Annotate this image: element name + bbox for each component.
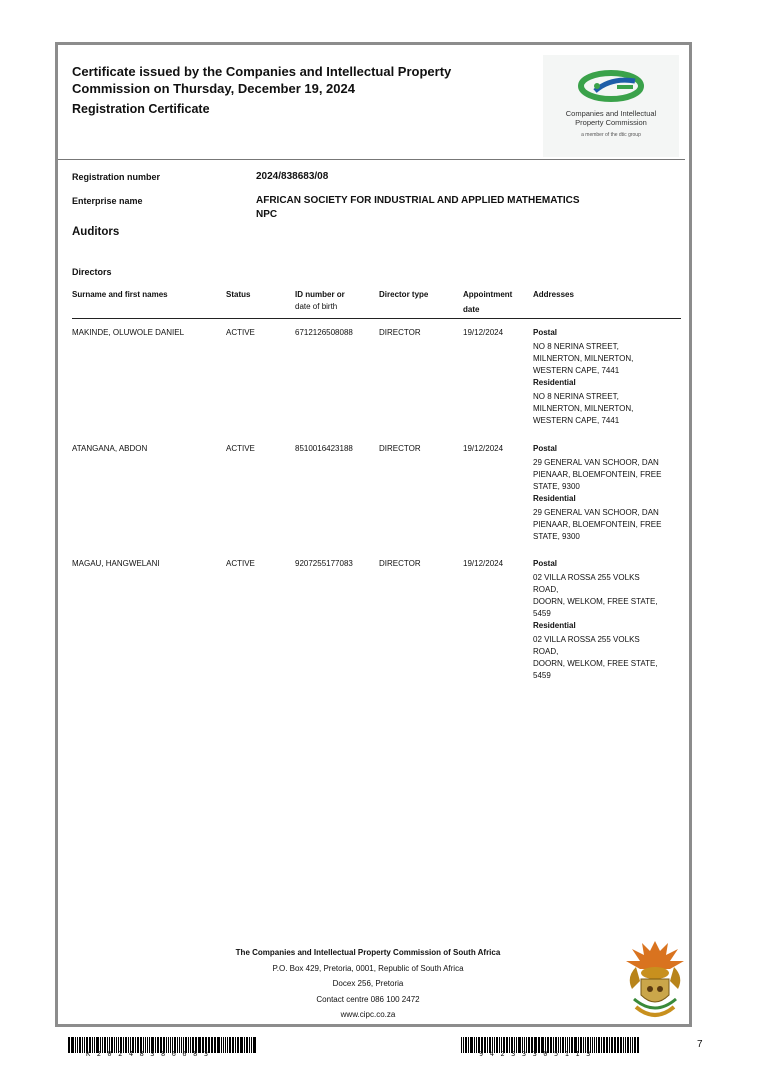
header-status: Status bbox=[226, 290, 251, 299]
residential-line: STATE, 9300 bbox=[533, 532, 580, 541]
director-id: 6712126508088 bbox=[295, 328, 353, 337]
barcode-bar bbox=[468, 1037, 469, 1053]
residential-line: 5459 bbox=[533, 671, 551, 680]
barcode-bar bbox=[221, 1037, 222, 1053]
appointment-date: 19/12/2024 bbox=[463, 328, 504, 337]
barcode-bar bbox=[68, 1037, 70, 1053]
header-type: Director type bbox=[379, 290, 429, 299]
barcode-bar bbox=[71, 1037, 74, 1053]
barcode-bar bbox=[235, 1037, 236, 1053]
director-name: MAKINDE, OLUWOLE DANIEL bbox=[72, 328, 185, 337]
postal-line: 5459 bbox=[533, 609, 551, 618]
residential-line: PIENAAR, BLOEMFONTEIN, FREE bbox=[533, 520, 662, 529]
barcode-bar bbox=[225, 1037, 226, 1053]
appointment-date: 19/12/2024 bbox=[463, 559, 504, 568]
barcode-bar bbox=[240, 1037, 243, 1053]
postal-line: NO 8 NERINA STREET, bbox=[533, 342, 619, 351]
barcode-bar bbox=[630, 1037, 631, 1053]
barcode-bar bbox=[79, 1037, 81, 1053]
director-addresses bbox=[533, 558, 663, 682]
barcode-bar bbox=[606, 1037, 608, 1053]
barcode-bar bbox=[77, 1037, 78, 1053]
barcode-bar bbox=[251, 1037, 252, 1053]
header-id-line2: date of birth bbox=[295, 302, 338, 311]
postal-line: WESTERN CAPE, 7441 bbox=[533, 366, 620, 375]
residential-line: 02 VILLA ROSSA 255 VOLKS ROAD, bbox=[533, 635, 640, 656]
postal-line: MILNERTON, MILNERTON, bbox=[533, 354, 634, 363]
barcode-bar bbox=[609, 1037, 610, 1053]
barcode-bar bbox=[623, 1037, 624, 1053]
certificate-title: Certificate issued by the Companies and Intellectual Property Commission on Thursday, December 19, 2024 bbox=[72, 64, 452, 96]
logo-name-line2: Property Commission bbox=[575, 118, 647, 127]
registration-number-label: Registration number bbox=[72, 172, 161, 182]
residential-line: NO 8 NERINA STREET, bbox=[533, 392, 619, 401]
barcode-bar bbox=[603, 1037, 605, 1053]
residential-label: Residential bbox=[533, 378, 576, 387]
header-appointment-line2: date bbox=[463, 305, 480, 314]
barcode-bar bbox=[611, 1037, 613, 1053]
postal-line: 29 GENERAL VAN SCHOOR, DAN bbox=[533, 458, 659, 467]
certificate-frame bbox=[55, 42, 692, 1027]
barcode-bar bbox=[625, 1037, 626, 1053]
barcode-bar bbox=[614, 1037, 616, 1053]
postal-line: 02 VILLA ROSSA 255 VOLKS ROAD, bbox=[533, 573, 640, 594]
barcode-bar bbox=[227, 1037, 228, 1053]
barcode-bar bbox=[465, 1037, 467, 1053]
header-addresses: Addresses bbox=[533, 290, 574, 299]
header-id-line1: ID number or bbox=[295, 290, 345, 299]
footer-address-block bbox=[188, 945, 548, 1023]
barcode-bar bbox=[470, 1037, 473, 1053]
enterprise-name-label: Enterprise name bbox=[72, 196, 143, 206]
postal-label: Postal bbox=[533, 444, 558, 453]
barcode-bar bbox=[476, 1037, 477, 1053]
barcode-bar bbox=[237, 1037, 239, 1053]
director-id: 8510016423188 bbox=[295, 444, 353, 453]
barcode-bar bbox=[249, 1037, 250, 1053]
residential-line: WESTERN CAPE, 7441 bbox=[533, 416, 620, 425]
barcode-left-text: K20248386683 bbox=[86, 1050, 215, 1058]
barcode-bar bbox=[637, 1037, 639, 1053]
barcode-bar bbox=[217, 1037, 220, 1053]
header-divider bbox=[58, 159, 685, 160]
director-addresses bbox=[533, 327, 663, 427]
residential-label: Residential bbox=[533, 494, 576, 503]
barcode-bar bbox=[253, 1037, 256, 1053]
director-addresses bbox=[533, 443, 663, 543]
header-name: Surname and first names bbox=[72, 290, 168, 299]
footer-contact: Contact centre 086 100 2472 bbox=[316, 994, 420, 1004]
postal-label: Postal bbox=[533, 559, 558, 568]
barcode-bar bbox=[474, 1037, 475, 1053]
barcode-bar bbox=[620, 1037, 622, 1053]
postal-line: PIENAAR, BLOEMFONTEIN, FREE bbox=[533, 470, 662, 479]
barcode-bar bbox=[632, 1037, 633, 1053]
residential-line: DOORN, WELKOM, FREE STATE, bbox=[533, 659, 658, 668]
residential-label: Residential bbox=[533, 621, 576, 630]
director-status: ACTIVE bbox=[226, 444, 255, 453]
barcode-bar bbox=[461, 1037, 462, 1053]
barcode-right-text: 94233305113 bbox=[479, 1050, 597, 1058]
director-status: ACTIVE bbox=[226, 559, 255, 568]
postal-line: DOORN, WELKOM, FREE STATE, bbox=[533, 597, 658, 606]
postal-line: STATE, 9300 bbox=[533, 482, 580, 491]
barcode-bar bbox=[601, 1037, 602, 1053]
directors-heading: Directors bbox=[72, 267, 112, 277]
director-name: MAGAU, HANGWELANI bbox=[72, 559, 160, 568]
barcode-bar bbox=[75, 1037, 76, 1053]
footer-docex: Docex 256, Pretoria bbox=[332, 979, 404, 988]
enterprise-name-line2: NPC bbox=[256, 209, 278, 220]
barcode-bar bbox=[244, 1037, 245, 1053]
postal-label: Postal bbox=[533, 328, 558, 337]
barcode-bar bbox=[223, 1037, 224, 1053]
certificate-subtitle: Registration Certificate bbox=[72, 102, 210, 116]
residential-line: MILNERTON, MILNERTON, bbox=[533, 404, 634, 413]
barcode-bar bbox=[634, 1037, 636, 1053]
director-status: ACTIVE bbox=[226, 328, 255, 337]
director-type: DIRECTOR bbox=[379, 444, 421, 453]
barcode-bar bbox=[598, 1037, 600, 1053]
residential-line: 29 GENERAL VAN SCHOOR, DAN bbox=[533, 508, 659, 517]
enterprise-name-line1: AFRICAN SOCIETY FOR INDUSTRIAL AND APPLIED MATHEMATICS bbox=[256, 195, 580, 206]
barcode-bar bbox=[246, 1037, 248, 1053]
barcode-bar bbox=[627, 1037, 629, 1053]
footer-org-name: The Companies and Intellectual Property Commission of South Africa bbox=[235, 948, 501, 957]
auditors-heading: Auditors bbox=[72, 226, 120, 238]
barcode-bar bbox=[229, 1037, 231, 1053]
registration-number: 2024/838683/08 bbox=[256, 171, 329, 182]
barcode-bar bbox=[463, 1037, 464, 1053]
coat-of-arms-icon bbox=[622, 937, 688, 1025]
director-type: DIRECTOR bbox=[379, 559, 421, 568]
table-header-rule bbox=[72, 318, 681, 319]
appointment-date: 19/12/2024 bbox=[463, 444, 504, 453]
barcode-left bbox=[68, 1037, 257, 1061]
header-appointment-line1: Appointment bbox=[463, 290, 513, 299]
cipc-logo bbox=[543, 55, 679, 157]
director-name: ATANGANA, ABDON bbox=[72, 444, 148, 453]
logo-tagline: a member of the dtic group bbox=[581, 132, 641, 138]
page-number: 7 bbox=[697, 1039, 703, 1050]
footer-po-box: P.O. Box 429, Pretoria, 0001, Republic of South Africa bbox=[272, 963, 464, 973]
cipc-logo-icon bbox=[577, 69, 645, 107]
barcode-bar bbox=[232, 1037, 234, 1053]
director-id: 9207255177083 bbox=[295, 559, 353, 568]
barcode-bar bbox=[617, 1037, 619, 1053]
barcode-right bbox=[461, 1037, 640, 1061]
barcode-bar bbox=[82, 1037, 83, 1053]
footer-website: www.cipc.co.za bbox=[340, 1010, 396, 1019]
logo-name-line1: Companies and Intellectual bbox=[565, 109, 657, 118]
director-type: DIRECTOR bbox=[379, 328, 421, 337]
barcode-bar bbox=[84, 1037, 85, 1053]
